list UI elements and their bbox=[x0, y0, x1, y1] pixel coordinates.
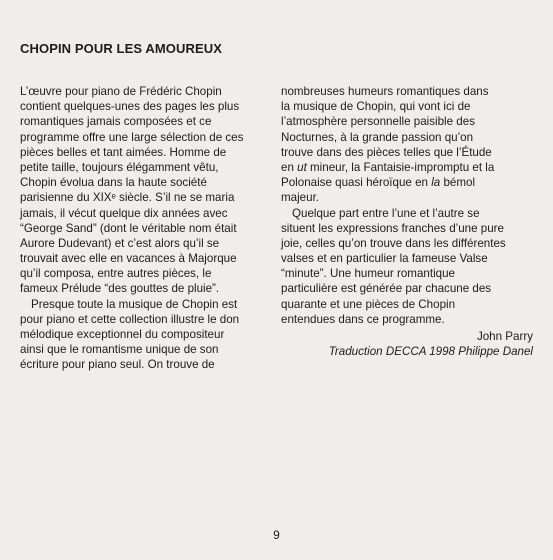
text-line: majeur. bbox=[281, 191, 320, 205]
right-text-column bbox=[281, 84, 533, 359]
text-line: Chopin évolua dans la haute société bbox=[20, 176, 207, 190]
text-line: la musique de Chopin, qui vont ici de bbox=[281, 100, 471, 114]
text-line: Aurore Dudevant) et c’est alors qu’il se bbox=[20, 236, 220, 250]
text-line: pour piano et cette collection illustre le don bbox=[20, 312, 240, 326]
text-line: trouve dans des pièces telles que l’Étude bbox=[281, 145, 492, 159]
text-line: en ut mineur, la Fantaisie-impromptu et la bbox=[281, 160, 495, 174]
text-line: contient quelques-unes des pages les plus bbox=[20, 100, 240, 114]
text-line: mélodique exceptionnel du compositeur bbox=[20, 328, 225, 341]
author-signature: John Parry bbox=[476, 330, 533, 343]
text-line: Nocturnes, à la grande passion qu’on bbox=[281, 130, 474, 144]
text-line: particulière est générée par chacune des bbox=[281, 282, 492, 296]
text-line: quarante et une pièces de Chopin bbox=[281, 297, 456, 311]
text-line: joie, celles qu’on trouve dans les différentes bbox=[281, 236, 506, 250]
text-line: jamais, il vécut quelque dix années avec bbox=[20, 206, 228, 220]
text-line: Polonaise quasi héroïque en la bémol bbox=[281, 176, 476, 190]
text-line: romantiques jamais composées et ce bbox=[20, 115, 212, 129]
text-line: pièces belles et tant aimées. Homme de bbox=[20, 145, 227, 159]
text-line: petite taille, toujours élégamment vêtu, bbox=[20, 160, 219, 174]
text-line: nombreuses humeurs romantiques dans bbox=[281, 85, 489, 98]
page-title: CHOPIN POUR LES AMOUREUX bbox=[20, 41, 222, 56]
text-line: entendues dans ce programme. bbox=[281, 312, 445, 326]
text-line: écriture pour piano seul. On trouve de bbox=[20, 358, 215, 372]
text-line: ainsi que le romantisme unique de son bbox=[20, 343, 219, 357]
text-line: situent les expressions franches d’une pure bbox=[281, 221, 504, 235]
page-number: 9 bbox=[273, 528, 280, 542]
text-line: Presque toute la musique de Chopin est bbox=[31, 297, 238, 311]
text-line: valses et en particulier la fameuse Valse bbox=[281, 252, 488, 266]
text-line: Quelque part entre l’une et l’autre se bbox=[292, 206, 480, 220]
text-line: qu’il composa, entre autres pièces, le bbox=[20, 267, 212, 281]
text-line: parisienne du XIXᵉ siècle. S’il ne se maria bbox=[20, 191, 235, 205]
left-text-column bbox=[20, 84, 272, 373]
translation-credit: Traduction DECCA 1998 Philippe Danel bbox=[328, 345, 533, 359]
text-line: l’atmosphère personnelle paisible des bbox=[281, 115, 475, 129]
text-line: L’œuvre pour piano de Frédéric Chopin bbox=[20, 85, 222, 98]
text-line: “George Sand” (dont le véritable nom était bbox=[20, 221, 237, 235]
text-line: programme offre une large sélection de ces bbox=[20, 130, 244, 144]
text-line: fameux Prélude “des gouttes de pluie”. bbox=[20, 282, 220, 296]
text-line: “minute”. Une humeur romantique bbox=[281, 267, 455, 281]
text-line: trouvait avec elle en vacances à Majorque bbox=[20, 252, 237, 266]
